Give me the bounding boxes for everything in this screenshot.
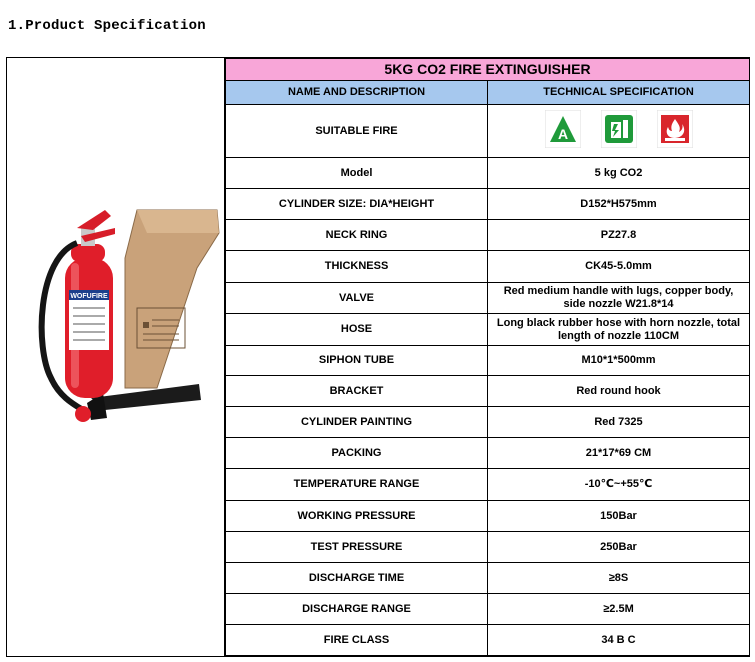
table-row (226, 220, 750, 251)
row-spec: CK45-5.0mm (488, 251, 750, 283)
row-spec: D152*H575mm (488, 189, 750, 220)
row-spec: 250Bar (488, 532, 750, 563)
product-label: WOFUFIRE (70, 293, 108, 300)
table-row (226, 407, 750, 438)
table-row (226, 189, 750, 220)
row-name: FIRE CLASS (226, 625, 488, 656)
row-name: SUITABLE FIRE (226, 105, 488, 158)
row-name: CYLINDER PAINTING (226, 407, 488, 438)
row-spec: 21*17*69 CM (488, 438, 750, 469)
table-row (226, 438, 750, 469)
specification-table (225, 58, 750, 656)
row-spec: M10*1*500mm (488, 346, 750, 376)
row-spec: Red medium handle with lugs, copper body, side nozzle W21.8*14 (488, 283, 750, 314)
row-name: BRACKET (226, 376, 488, 407)
table-row (226, 346, 750, 376)
column-header-name: NAME AND DESCRIPTION (226, 81, 488, 105)
row-spec: 34 B C (488, 625, 750, 656)
table-row (226, 563, 750, 594)
row-spec: ≥2.5M (488, 594, 750, 625)
row-name: CYLINDER SIZE: DIA*HEIGHT (226, 189, 488, 220)
row-spec: 5 kg CO2 (488, 158, 750, 189)
row-spec: ≥8S (488, 563, 750, 594)
row-spec: 150Bar (488, 501, 750, 532)
table-row (226, 283, 750, 314)
row-name: Model (226, 158, 488, 189)
table-row (226, 625, 750, 656)
row-name: DISCHARGE TIME (226, 563, 488, 594)
row-spec: PZ27.8 (488, 220, 750, 251)
table-row (226, 314, 750, 346)
table-row (226, 532, 750, 563)
row-name: VALVE (226, 283, 488, 314)
column-header-spec: TECHNICAL SPECIFICATION (488, 81, 750, 105)
svg-text:A: A (557, 126, 568, 142)
electrical-fire-icon (601, 110, 637, 148)
spec-sheet (6, 57, 750, 657)
table-row (226, 594, 750, 625)
table-title: 5KG CO2 FIRE EXTINGUISHER (226, 59, 750, 81)
row-name: TEMPERATURE RANGE (226, 469, 488, 501)
table-row (226, 501, 750, 532)
row-name: WORKING PRESSURE (226, 501, 488, 532)
class-a-fire-icon (545, 110, 581, 148)
table-row (226, 251, 750, 283)
row-name: DISCHARGE RANGE (226, 594, 488, 625)
table-row (226, 158, 750, 189)
class-b-flammable-liquid-icon (657, 110, 693, 148)
row-spec: -10℃~+55℃ (488, 469, 750, 501)
row-spec: Red 7325 (488, 407, 750, 438)
row-spec: Long black rubber hose with horn nozzle, total length of nozzle 110CM (488, 314, 750, 346)
suitable-fire-icons (488, 105, 750, 158)
table-row (226, 105, 750, 158)
section-heading: 1.Product Specification (8, 18, 206, 34)
row-name: HOSE (226, 314, 488, 346)
product-photo (7, 58, 225, 656)
table-row (226, 469, 750, 501)
row-name: NECK RING (226, 220, 488, 251)
fire-extinguisher-image (7, 58, 224, 656)
table-row (226, 376, 750, 407)
row-spec: Red round hook (488, 376, 750, 407)
row-name: SIPHON TUBE (226, 346, 488, 376)
row-name: PACKING (226, 438, 488, 469)
row-name: THICKNESS (226, 251, 488, 283)
row-name: TEST PRESSURE (226, 532, 488, 563)
